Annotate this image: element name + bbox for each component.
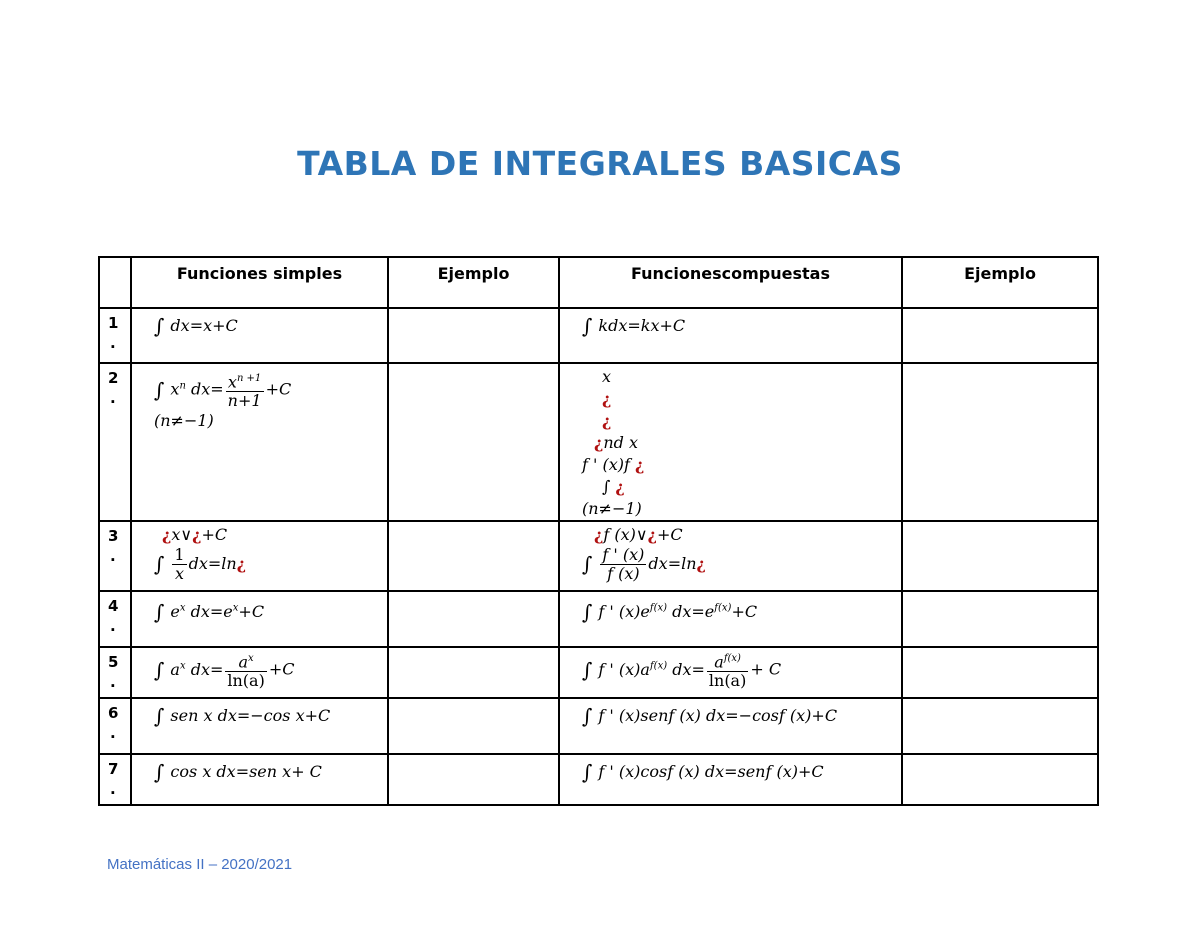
formula-text: dx=x+C (170, 316, 238, 335)
integral-icon: ∫ (154, 704, 165, 728)
integral-icon: ∫ (154, 377, 165, 402)
example-cell[interactable] (902, 591, 1098, 647)
fraction-denominator: f (x) (607, 564, 640, 583)
formula-line: (n≠−1) (582, 499, 642, 518)
example-cell[interactable] (902, 521, 1098, 591)
example-cell[interactable] (388, 521, 559, 591)
formula-condition: (n≠−1) (154, 411, 214, 431)
integral-icon: ∫ (582, 600, 593, 625)
integral-icon: ∫ (582, 552, 593, 576)
compound-formula-cell (559, 698, 902, 754)
formula-line: ¿nd x (594, 433, 639, 452)
formula-text: dx=ln¿ (188, 554, 247, 573)
simple-formula-cell (131, 308, 388, 363)
row-number: 1 . (99, 308, 131, 363)
integrals-table (98, 256, 1099, 806)
fraction (172, 546, 186, 583)
formula-text: f ' (x)senf (x) dx=−cosf (x)+C (598, 706, 838, 725)
integral-icon: ∫ (582, 704, 593, 728)
table-row (99, 521, 1098, 591)
example-cell[interactable] (902, 363, 1098, 521)
integral-icon: ∫ (154, 552, 165, 576)
compound-formula-cell (559, 308, 902, 363)
header-funciones-simples: Funciones simples (131, 257, 388, 308)
formula-text: $e^x$ $dx=e^x+C$ (170, 602, 265, 622)
header-funciones-compuestas: Funcionescompuestas (559, 257, 902, 308)
fraction (226, 370, 264, 410)
integral-icon: ∫ (154, 760, 165, 784)
integral-icon: ∫ (582, 760, 593, 784)
fraction (225, 650, 266, 690)
fraction-denominator: n+1 (227, 391, 262, 411)
simple-formula-cell (131, 698, 388, 754)
row-number: 4 . (99, 591, 131, 647)
fraction (600, 546, 646, 583)
formula-text: dx= (185, 379, 224, 399)
formula-line: x (602, 367, 612, 386)
simple-formula-cell (131, 521, 388, 591)
simple-formula-cell (131, 591, 388, 647)
simple-formula-cell (131, 363, 388, 521)
integral-icon: ∫ (582, 657, 593, 682)
example-cell[interactable] (388, 591, 559, 647)
formula-text: sen x dx=−cos x+C (170, 706, 331, 725)
formula-text: kdx=kx+C (598, 316, 686, 335)
table-row (99, 754, 1098, 805)
header-num (99, 257, 131, 308)
simple-formula-cell (131, 647, 388, 698)
header-ejemplo-1: Ejemplo (388, 257, 559, 308)
formula-exponent: n (179, 380, 186, 392)
example-cell[interactable] (902, 698, 1098, 754)
fraction-denominator: x (175, 564, 185, 583)
row-number: 5 . (99, 647, 131, 698)
formula-line: ¿ (602, 389, 612, 408)
fraction-numerator: x (227, 372, 237, 392)
header-row (99, 257, 1098, 308)
example-cell[interactable] (388, 754, 559, 805)
formula-text: dx=ln¿ (648, 554, 706, 573)
header-ejemplo-2: Ejemplo (902, 257, 1098, 308)
example-cell[interactable] (388, 698, 559, 754)
table-row (99, 647, 1098, 698)
formula-text: f ' $(x)e^{f(x)}$ $dx=e^{f(x)}+C$ (598, 602, 758, 622)
integral-icon: ∫ (154, 600, 165, 625)
fraction-numerator: f ' (x) (602, 545, 645, 564)
page-footer: Matemáticas II – 2020/2021 (107, 856, 293, 873)
integral-icon: ∫ (582, 314, 593, 338)
fraction-numerator: $a^{f(x)}$ (707, 650, 748, 672)
compound-formula-cell (559, 363, 902, 521)
example-cell[interactable] (388, 308, 559, 363)
simple-formula-cell (131, 754, 388, 805)
example-cell[interactable] (388, 647, 559, 698)
formula-text: ¿x∨¿+C (162, 525, 228, 544)
compound-formula-cell (559, 754, 902, 805)
page-title: TABLA DE INTEGRALES BASICAS (297, 144, 903, 183)
integral-icon: ∫ (154, 657, 165, 682)
table-row (99, 308, 1098, 363)
formula-line: ¿ (602, 411, 612, 430)
fraction (707, 650, 748, 690)
formula-text: f ' (x)cosf (x) dx=senf (x)+C (598, 762, 824, 781)
row-number: 2 . (99, 363, 131, 521)
formula-text: +C (265, 379, 292, 399)
table-row (99, 363, 1098, 521)
compound-formula-cell (559, 647, 902, 698)
formula-text: f ' $(x)a^{f(x)}$ dx= (598, 659, 705, 679)
fraction-denominator: ln(a) (227, 671, 265, 691)
formula-text: ¿f (x)∨¿+C (594, 525, 683, 544)
table-row (99, 698, 1098, 754)
integral-icon: ∫ (154, 314, 165, 338)
formula-text: cos x dx=sen x+ C (170, 762, 322, 781)
example-cell[interactable] (902, 647, 1098, 698)
formula-exponent: n +1 (236, 373, 262, 384)
fraction-numerator: $a^x$ (225, 650, 266, 672)
row-number: 6 . (99, 698, 131, 754)
compound-formula-cell (559, 521, 902, 591)
table-row (99, 591, 1098, 647)
formula-line: f ' (x)f ¿ (582, 455, 645, 474)
formula-line: ∫ ¿ (602, 477, 625, 496)
fraction-numerator: 1 (174, 545, 185, 564)
row-number: 7 . (99, 754, 131, 805)
example-cell[interactable] (902, 308, 1098, 363)
fraction-denominator: ln(a) (708, 671, 747, 691)
formula-text: + C (750, 659, 782, 679)
example-cell[interactable] (902, 754, 1098, 805)
row-number: 3 . (99, 521, 131, 591)
formula-text: $a^x$ dx= (170, 659, 224, 679)
formula-text: x (170, 379, 180, 399)
example-cell[interactable] (388, 363, 559, 521)
formula-text: +C (268, 659, 295, 679)
compound-formula-cell (559, 591, 902, 647)
compound-formula-stack (560, 364, 901, 520)
